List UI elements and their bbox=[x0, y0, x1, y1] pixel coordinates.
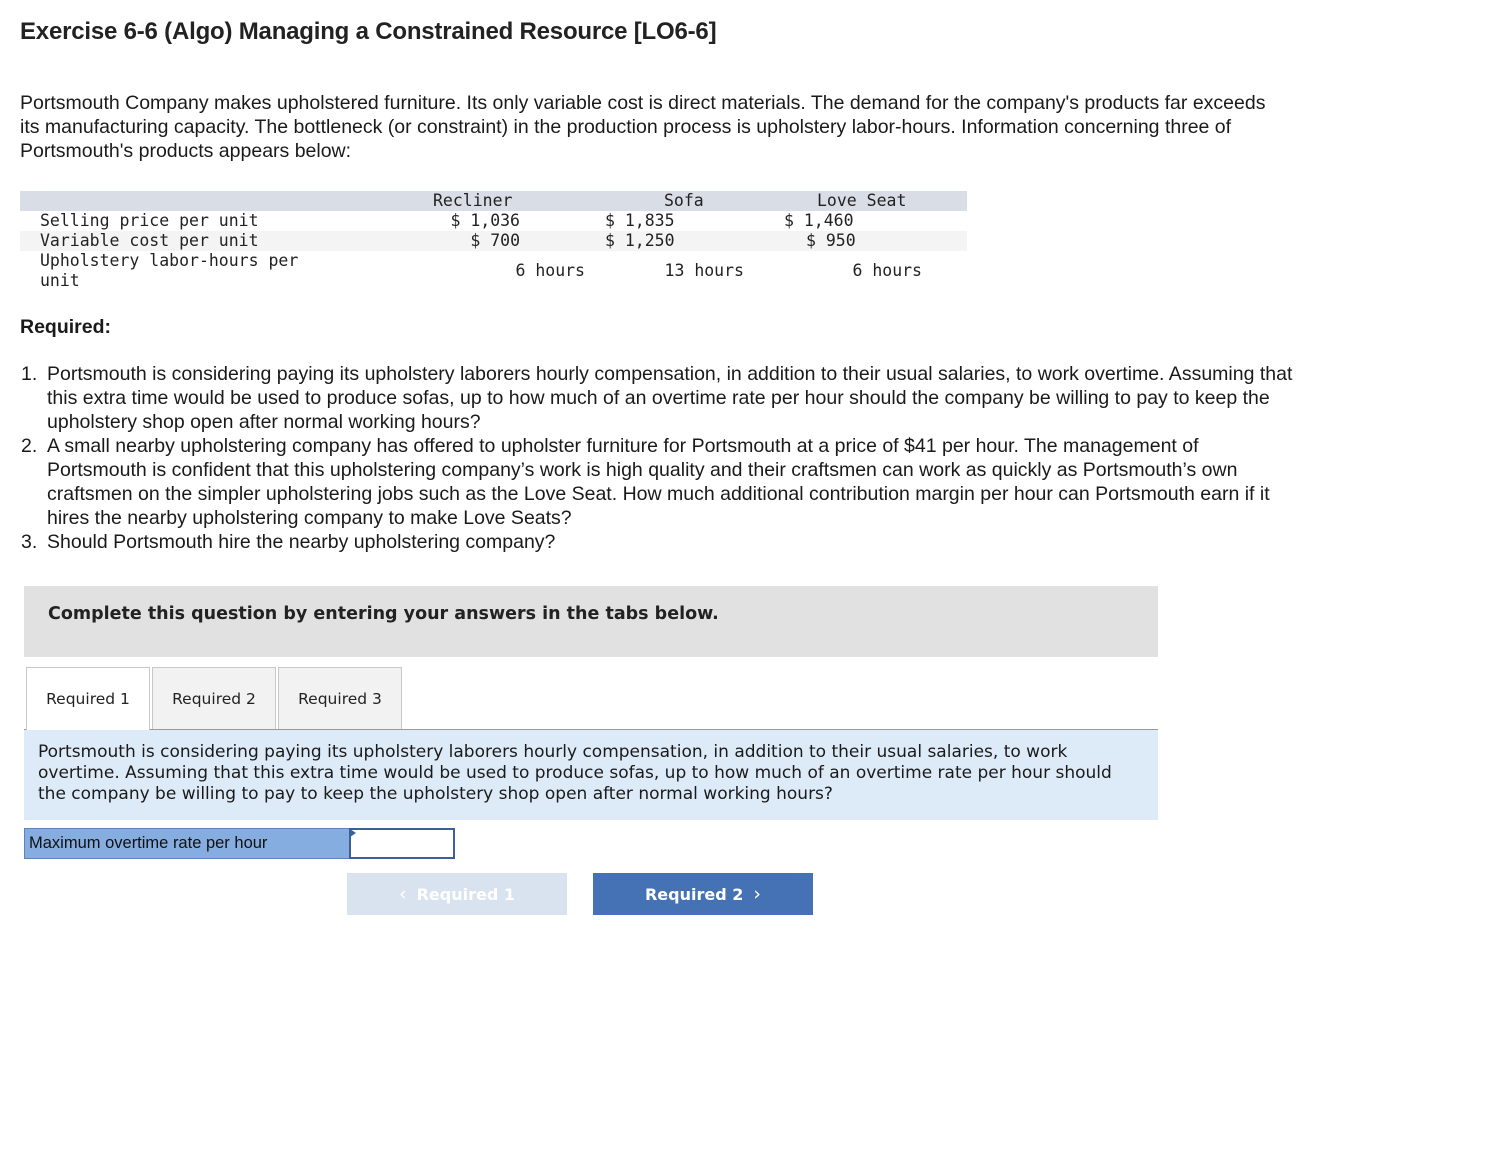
input-marker-icon bbox=[350, 829, 356, 837]
col-header-love-seat: Love Seat bbox=[817, 191, 907, 210]
page-title: Exercise 6-6 (Algo) Managing a Constrained Resource [LO6-6] bbox=[20, 18, 717, 45]
row-label-labor-hours: Upholstery labor-hours per bbox=[40, 251, 299, 270]
requirement-text: Portsmouth is considering paying its upholstery laborers hourly compensation, in addition to their usual salaries, to work overtime. Assuming that this extra time would be used to produce sofas, up to how much of an overtime rate per hour should the company be willing to pay to keep the upholstery shop open after normal working hours? bbox=[47, 363, 1293, 433]
requirement-text: A small nearby upholstering company has offered to upholster furniture for Portsmouth at a price of $41 per hour. The management of Portsmouth is confident that this upholstering company’s work is high quality and their craftsmen can work as quickly as Portsmouth’s own craftsmen on the simpler upholstering jobs such as the Love Seat. How much additional contribution margin per hour can Portsmouth earn if it hires the nearby upholstering company to make Love Seats? bbox=[47, 435, 1270, 529]
prev-button[interactable] bbox=[347, 873, 567, 915]
cell-love-seat-price: $ 1,460 bbox=[784, 211, 854, 230]
question-panel: Portsmouth is considering paying its upholstery laborers hourly compensation, in addition to their usual salaries, to work overtime. Assuming that this extra time would be used to produce sofas, up to how much of an overtime rate per hour should the company be willing to pay to keep the upholstery shop open after normal working hours? bbox=[24, 730, 1158, 820]
answer-label: Maximum overtime rate per hour bbox=[24, 828, 350, 859]
cell-sofa-cost: $ 1,250 bbox=[605, 231, 675, 250]
next-button-label: Required 2 bbox=[644, 884, 744, 904]
next-button[interactable] bbox=[593, 873, 813, 915]
list-number: 1. bbox=[21, 363, 38, 385]
cell-love-seat-cost: $ 950 bbox=[806, 231, 856, 250]
chevron-left-icon: ‹ bbox=[398, 883, 407, 905]
chevron-right-icon: › bbox=[753, 883, 761, 905]
list-item bbox=[0, 362, 1300, 434]
row-label-labor-hours-cont: unit bbox=[40, 271, 80, 290]
list-number: 2. bbox=[21, 435, 38, 457]
col-header-sofa: Sofa bbox=[664, 191, 704, 210]
col-header-recliner: Recliner bbox=[433, 191, 513, 210]
list-item bbox=[0, 530, 1300, 554]
cell-recliner-price: $ 1,036 bbox=[450, 211, 520, 230]
instruction-banner: Complete this question by entering your answers in the tabs below. bbox=[24, 586, 1158, 657]
prev-button-label: Required 1 bbox=[416, 884, 515, 904]
cell-sofa-price: $ 1,835 bbox=[605, 211, 675, 230]
cell-love-seat-hours: 6 hours bbox=[852, 261, 922, 280]
cell-recliner-hours: 6 hours bbox=[515, 261, 585, 280]
row-label-selling-price: Selling price per unit bbox=[40, 211, 259, 230]
list-number: 3. bbox=[21, 531, 38, 553]
tab-required-3[interactable]: Required 3 bbox=[278, 667, 402, 729]
cell-sofa-hours: 13 hours bbox=[664, 261, 744, 280]
intro-paragraph: Portsmouth Company makes upholstered furniture. Its only variable cost is direct materials. The demand for the company's products far exceeds its manufacturing capacity. The bottleneck (or constraint) in the production process is upholstery labor-hours. Information concerning three of Portsmouth's products appears below: bbox=[20, 92, 1266, 162]
overtime-rate-input[interactable] bbox=[349, 828, 455, 859]
cell-recliner-cost: $ 700 bbox=[470, 231, 520, 250]
requirements-list bbox=[0, 362, 1300, 554]
tab-required-1[interactable]: Required 1 bbox=[26, 667, 150, 730]
tab-required-2[interactable]: Required 2 bbox=[152, 667, 276, 729]
required-heading: Required: bbox=[20, 316, 112, 338]
list-item bbox=[0, 434, 1300, 530]
row-label-variable-cost: Variable cost per unit bbox=[40, 231, 259, 250]
requirement-text: Should Portsmouth hire the nearby upholstering company? bbox=[47, 531, 556, 553]
